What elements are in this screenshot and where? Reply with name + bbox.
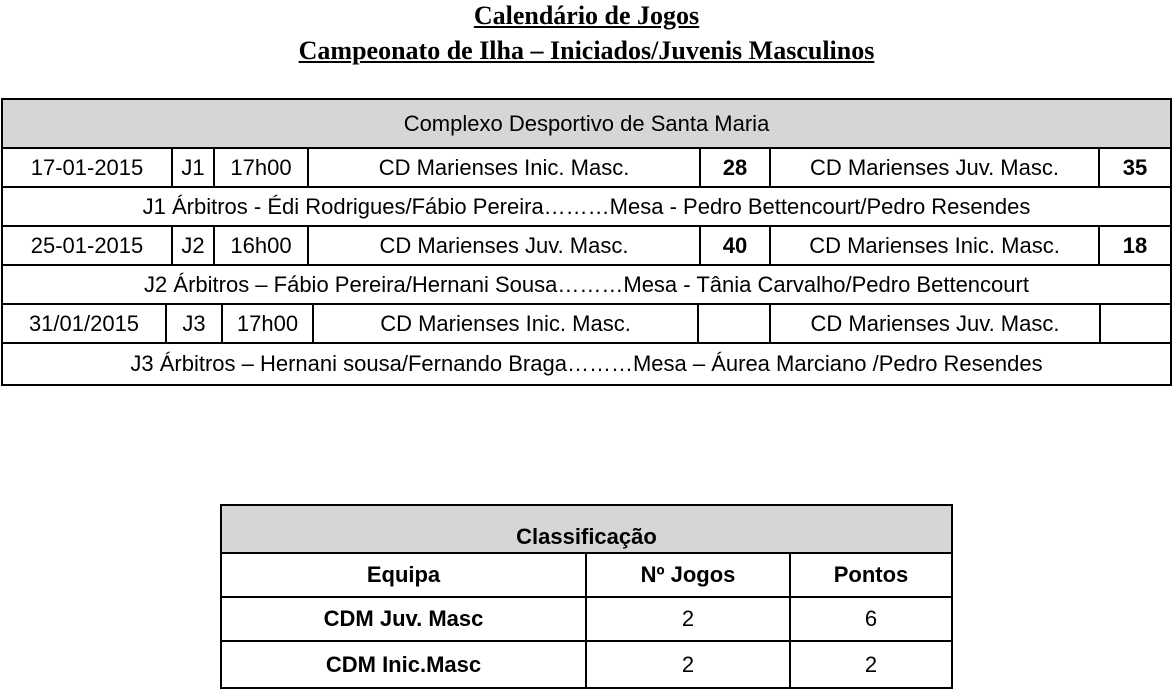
home-score: 28 <box>701 149 771 186</box>
team-points: 6 <box>864 606 878 631</box>
column-header: Equipa <box>222 554 587 596</box>
away-score <box>1101 305 1170 342</box>
away-team: CD Marienses Juv. Masc. <box>771 149 1100 186</box>
standings-row <box>222 642 951 687</box>
game-officials: J1 Árbitros - Édi Rodrigues/Fábio Pereira………Mesa - Pedro Bettencourt/Pedro Resendes <box>142 193 1031 219</box>
game-time: 17h00 <box>223 305 314 342</box>
standings-header-row <box>222 554 951 598</box>
team-points: 2 <box>864 651 878 677</box>
game-date: 25-01-2015 <box>3 227 173 264</box>
team-name: CDM Inic.Masc <box>222 642 587 687</box>
game-row <box>3 149 1170 188</box>
home-team: CD Marienses Inic. Masc. <box>309 149 701 186</box>
column-header: Pontos <box>833 562 909 587</box>
game-round: J3 <box>167 305 223 342</box>
game-round: J2 <box>173 227 215 264</box>
team-name: CDM Juv. Masc <box>222 598 587 640</box>
away-score: 35 <box>1122 154 1148 180</box>
games-played: 2 <box>587 642 791 687</box>
away-score: 18 <box>1122 232 1148 258</box>
game-row <box>3 227 1170 266</box>
game-officials: J3 Árbitros – Hernani sousa/Fernando Braga………Mesa – Áurea Marciano /Pedro Resendes <box>130 351 1043 376</box>
game-round: J1 <box>173 149 215 186</box>
game-time: 17h00 <box>215 149 309 186</box>
standings-table <box>220 504 953 689</box>
games-played: 2 <box>587 598 791 640</box>
game-date: 31/01/2015 <box>3 305 167 342</box>
officials-row <box>3 188 1170 227</box>
page-subtitle: Campeonato de Ilha – Iniciados/Juvenis Masculinos <box>298 36 875 65</box>
game-officials: J2 Árbitros – Fábio Pereira/Hernani Sousa………Mesa - Tânia Carvalho/Pedro Bettencourt <box>144 271 1029 297</box>
game-time: 16h00 <box>215 227 309 264</box>
home-score <box>699 305 771 342</box>
home-team: CD Marienses Juv. Masc. <box>309 227 701 264</box>
page-title: Calendário de Jogos <box>473 1 700 30</box>
schedule-table <box>1 98 1172 386</box>
game-date: 17-01-2015 <box>3 149 173 186</box>
home-score: 40 <box>701 227 771 264</box>
away-team: CD Marienses Juv. Masc. <box>771 305 1101 342</box>
home-team: CD Marienses Inic. Masc. <box>314 305 699 342</box>
standings-title: Classificação <box>222 506 951 554</box>
game-row <box>3 305 1170 344</box>
venue-header: Complexo Desportivo de Santa Maria <box>3 100 1170 149</box>
officials-row <box>3 344 1170 384</box>
standings-row <box>222 598 951 642</box>
officials-row <box>3 266 1170 305</box>
away-team: CD Marienses Inic. Masc. <box>771 227 1100 264</box>
column-header: Nº Jogos <box>587 554 791 596</box>
